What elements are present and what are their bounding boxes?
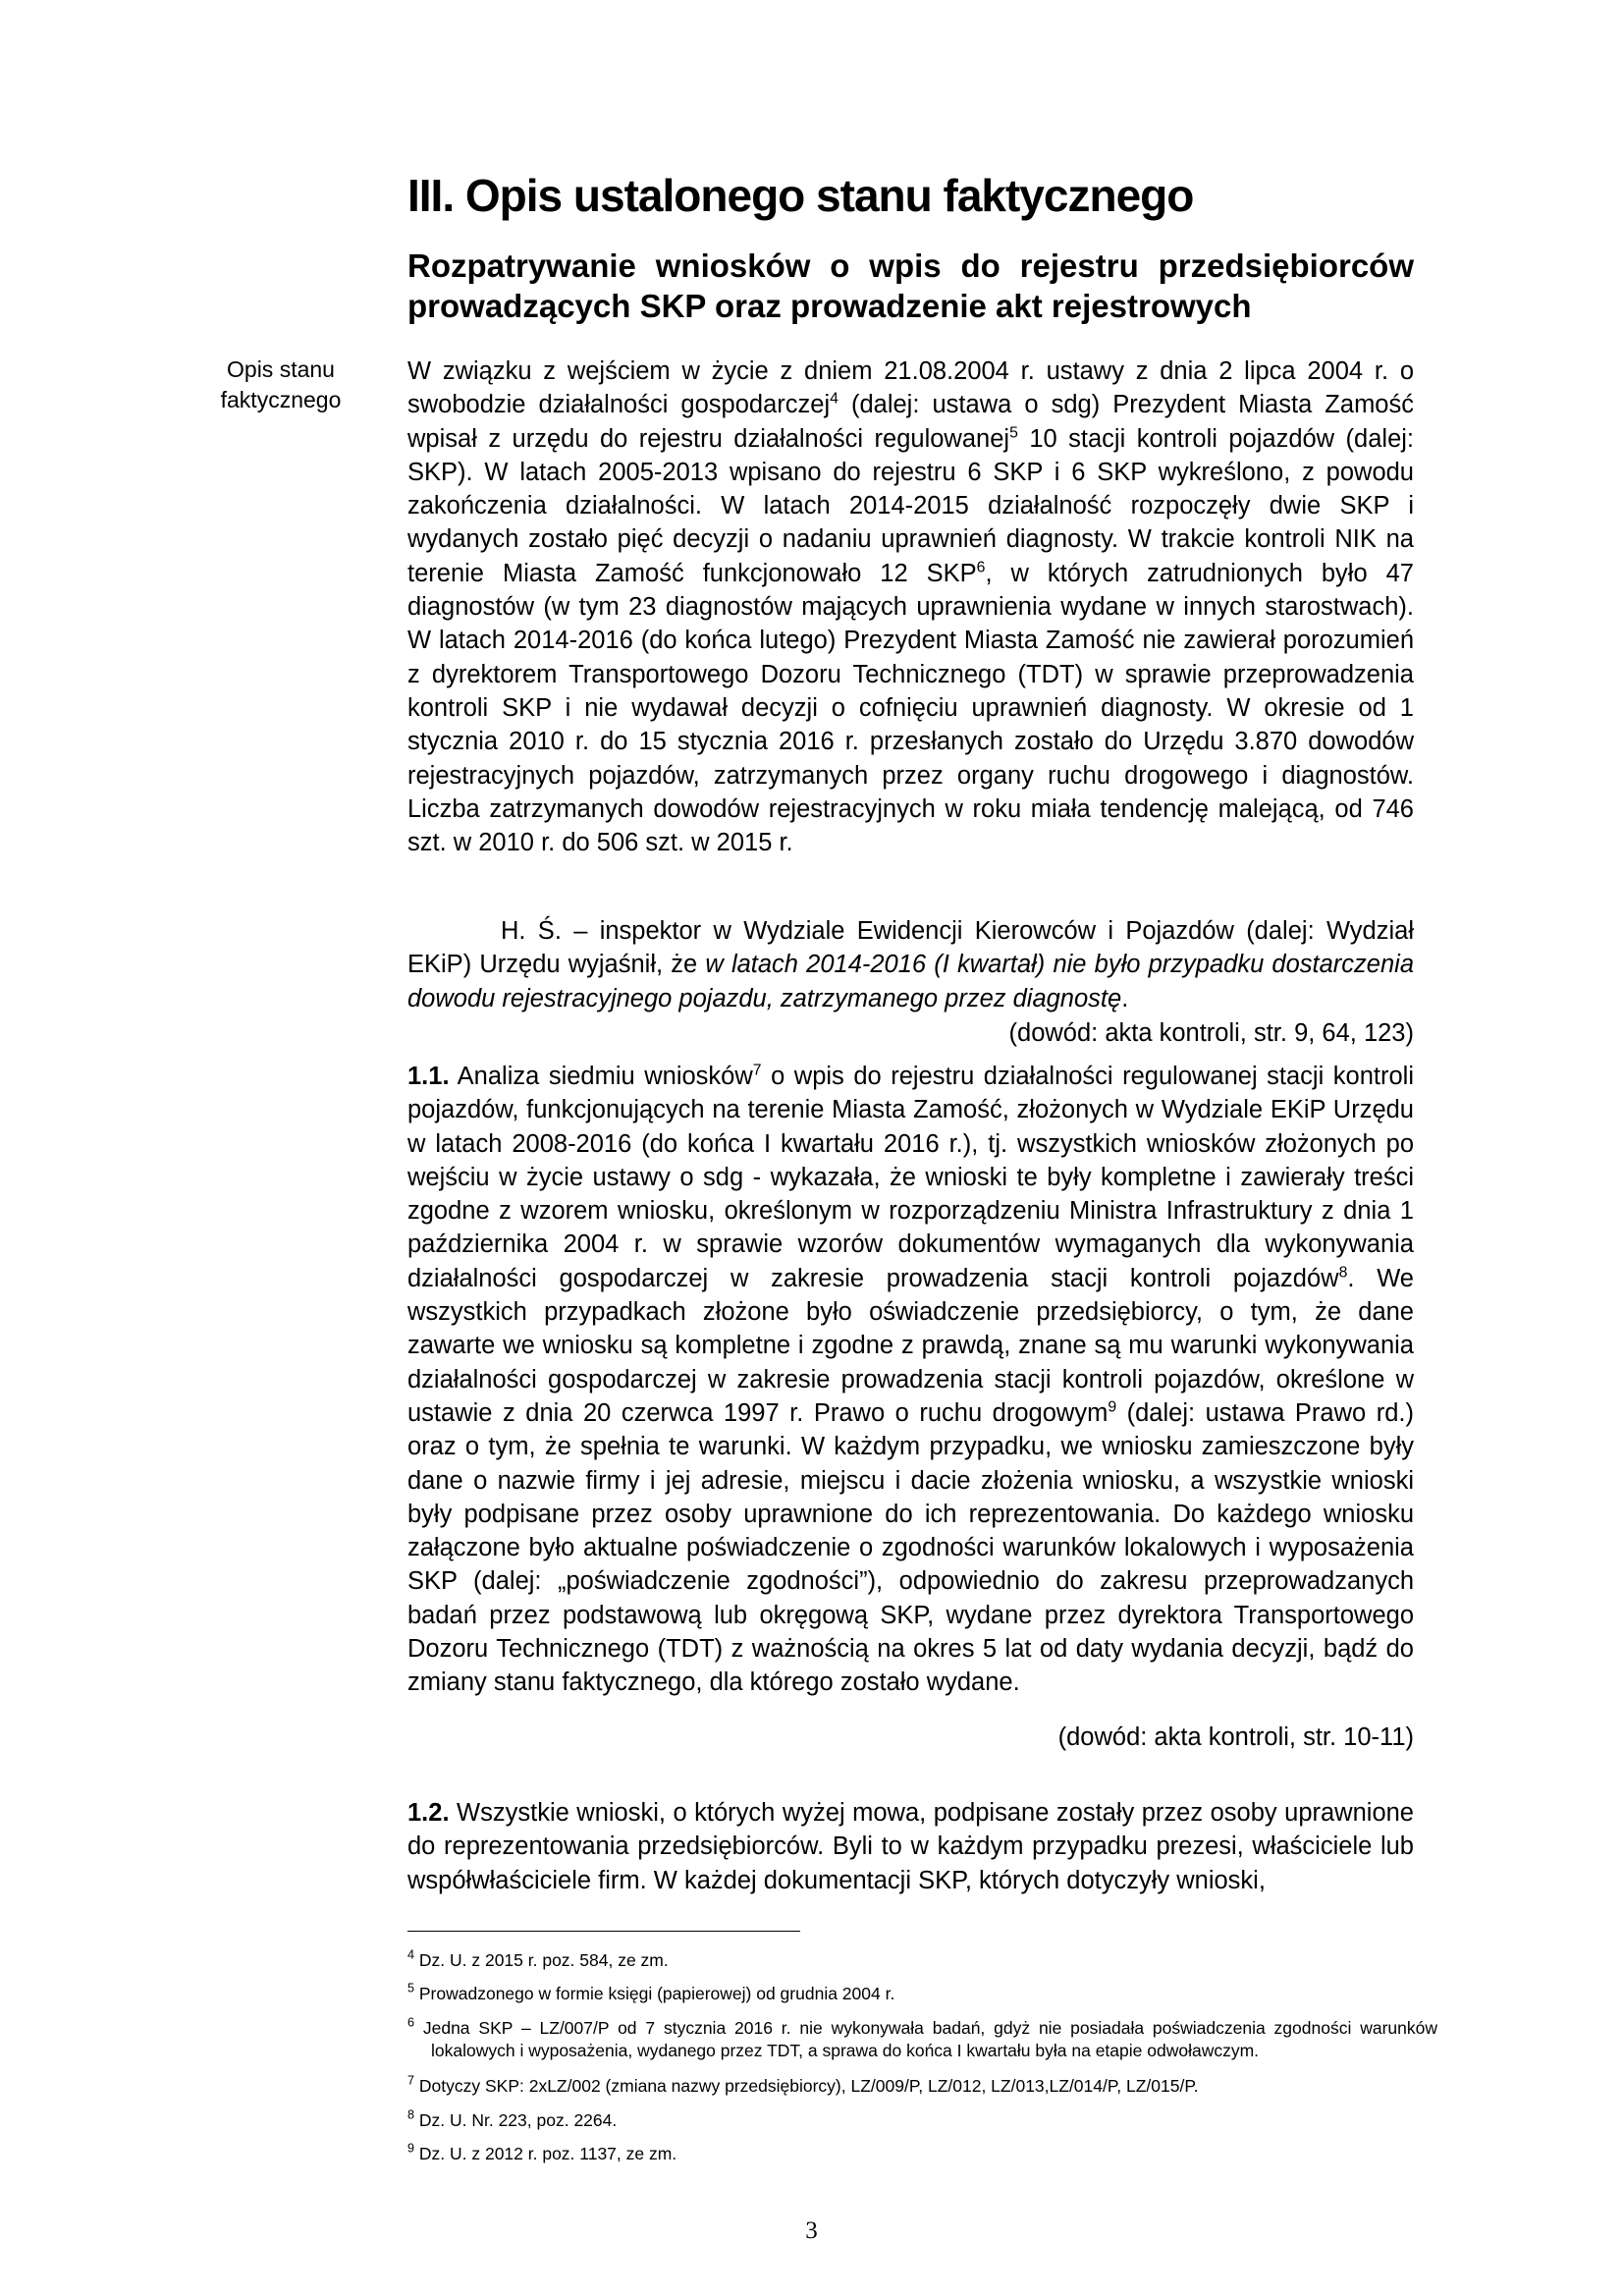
footnote-ref-9[interactable]: 9: [1108, 1398, 1117, 1416]
footnote-7: $^7$ Dotyczy SKP: 2xLZ/002 (zmiana nazwy przedsiębiorcy), LZ/009/P, LZ/012, LZ/013,LZ/014/P, LZ/015/P.: [407, 2073, 1199, 2096]
footnote-9: $^9$ Dz. U. z 2012 r. poz. 1137, ze zm.: [407, 2141, 677, 2163]
paragraph-intro: W związku z wejściem w życie z dniem 21.08.2004 r. ustawy z dnia 2 lipca 2004 r. o swobodzie działalności gospodarczej$^4$ (dalej: ustawa o sdg) Prezydent Miasta Zamość wpisał z urzędu do rejestru działalności regulowanej$^5$ 10 stacji kontroli pojazdów (dalej: SKP). W latach 2005-2013 wpisano do rejestru 6 SKP i 6 SKP wykreślono, z powodu zakończenia działalności. W latach 2014-2015 działalność rozpoczęły dwie SKP i wydanych zostało pięć decyzji o nadaniu uprawnień diagnosty. W trakcie kontroli NIK na terenie Miasta Zamość funkcjonowało 12 SKP$^6$, w których zatrudnionych było 47 diagnostów (w tym 23 diagnostów mających uprawnienia wydane w innych starostwach). W latach 2014-2016 (do końca lutego) Prezydent Miasta Zamość nie zawierał porozumień z dyrektorem Transportowego Dozoru Technicznego (TDT) w sprawie przeprowadzenia kontroli SKP i nie wydawał decyzji o cofnięciu uprawnień diagnosty. W okresie od 1 stycznia 2010 r. do 15 stycznia 2016 r. przesłanych zostało do Urzędu 3.870 dowodów rejestracyjnych pojazdów, zatrzymanych przez organy ruchu drogowego i diagnostów. Liczba zatrzymanych dowodów rejestracyjnych w roku miała tendencję malejącą, od 746 szt. w 2010 r. do 506 szt. w 2015 r.: [407, 357, 1415, 857]
evidence-reference-2: (dowód: akta kontroli, str. 10-11): [1057, 1723, 1414, 1751]
footnote-4: $^4$ Dz. U. z 2015 r. poz. 584, ze zm.: [407, 1947, 669, 1970]
footnote-ref-7[interactable]: 7: [752, 1062, 762, 1079]
margin-note: Opis stanu faktycznego: [220, 356, 342, 412]
paragraph-1-1: 1.1. Analiza siedmiu wniosków$^7$ o wpis do rejestru działalności regulowanej stacji kontroli pojazdów, funkcjonujących na terenie Miasta Zamość, złożonych w Wydziale EKiP Urzędu w latach 2008-2016 (do końca I kwartału 2016 r.), tj. wszystkich wniosków złożonych po wejściu w życie ustawy o sdg - wykazała, że wnioski te były kompletne i zawierały treści zgodne z wzorem wniosku, określonym w rozporządzeniu Ministra Infrastruktury z dnia 1 października 2004 r. w sprawie wzorów dokumentów wymaganych dla wykonywania działalności gospodarczej w zakresie prowadzenia stacji kontroli pojazdów$^8$. We wszystkich przypadkach złożone było oświadczenie przedsiębiorcy, o tym, że dane zawarte we wniosku są kompletne i zgodne z prawdą, znane są mu warunki wykonywania działalności gospodarczej w zakresie prowadzenia stacji kontroli pojazdów, określone w ustawie z dnia 20 czerwca 1997 r. Prawo o ruchu drogowym$^9$ (dalej: ustawa Prawo rd.) oraz o tym, że spełnia te warunki. W każdym przypadku, we wniosku zamieszczone były dane o nazwie firmy i jej adresie, miejscu i dacie złożenia wniosku, a wszystkie wnioski były podpisane przez osoby uprawnione do ich reprezentowania. Do każdego wniosku załączone było aktualne poświadczenie o zgodności warunków lokalowych i wyposażenia SKP (dalej: „poświadczenie zgodności”), odpowiednio do zakresu przeprowadzanych badań przez podstawową lub okręgową SKP, wydane przez dyrektora Transportowego Dozoru Technicznego (TDT) z ważnością na okres 5 lat od daty wydania decyzji, bądź do zmiany stanu faktycznego, dla którego zostało wydane.: [407, 1062, 1414, 1697]
paragraph-explanation: H. Ś. – inspektor w Wydziale Ewidencji Kierowców i Pojazdów (dalej: Wydział EKiP) Urzędu wyjaśnił, że w latach 2014-2016 (I kwartał) nie było przypadku dostarczenia dowodu rejestracyjnego pojazdu, zatrzymanego przez diagnostę.: [407, 917, 1415, 1012]
section-subtitle: Rozpatrywanie wniosków o wpis do rejestru przedsiębiorców prowadzących SKP oraz prowadzenie akt rejestrowych: [407, 247, 1414, 324]
footnote-5: $^5$ Prowadzonego w formie księgi (papierowej) od grudnia 2004 r.: [407, 1981, 895, 2003]
footnote-6: $^6$ Jedna SKP – LZ/007/P od 7 stycznia 2016 r. nie wykonywała badań, gdyż nie posiadała poświadczenia zgodności warunków lokalowych i wyposażenia, wydanego przez TDT, a sprawa do końca I kwartału była na etapie odwoławczym.: [407, 2015, 1437, 2060]
page-number: 3: [805, 2217, 818, 2244]
paragraph-number: 1.2.: [407, 1799, 450, 1827]
footnote-ref-6[interactable]: 6: [976, 559, 986, 576]
footnote-separator: [407, 1931, 800, 1932]
footnote-ref-4[interactable]: 4: [830, 390, 839, 408]
footnote-ref-5[interactable]: 5: [1009, 424, 1018, 442]
evidence-reference-1: (dowód: akta kontroli, str. 9, 64, 123): [1008, 1019, 1414, 1047]
quoted-explanation: w latach 2014-2016 (I kwartał) nie było przypadku dostarczenia dowodu rejestracyjnego pojazdu, zatrzymanego przez diagnostę: [407, 951, 1415, 1012]
section-title: III. Opis ustalonego stanu faktycznego: [407, 170, 1194, 221]
footnote-ref-8[interactable]: 8: [1338, 1264, 1348, 1282]
paragraph-number: 1.1.: [407, 1063, 450, 1090]
footnote-8: $^8$ Dz. U. Nr. 223, poz. 2264.: [407, 2107, 618, 2130]
paragraph-1-2: 1.2. Wszystkie wnioski, o których wyżej mowa, podpisane zostały przez osoby uprawnione do reprezentowania przedsiębiorców. Byli to w każdym przypadku prezesi, właściciele lub współwłaściciele firm. W każdej dokumentacji SKP, których dotyczyły wnioski,: [407, 1799, 1414, 1894]
